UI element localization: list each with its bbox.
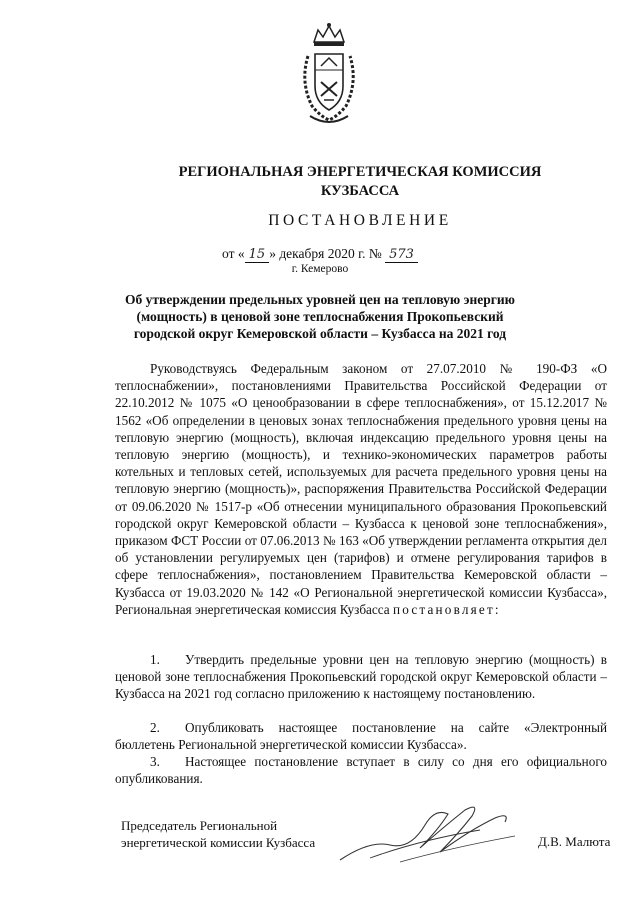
signatory-position xyxy=(121,817,315,851)
date-prefix: от « xyxy=(222,246,245,261)
list-item xyxy=(115,719,607,753)
document-title: Об утверждении предельных уровней цен на тепловую энергию (мощность) в ценовой зоне теплоснабжения Прокопьевский городской округ Кемеровской области – Кузбасса на 2021 год xyxy=(125,292,515,341)
document-city: г. Кемерово xyxy=(291,263,349,275)
item-number: 1. xyxy=(150,652,160,667)
item-number: 2. xyxy=(150,720,160,735)
item-number: 3. xyxy=(150,754,160,769)
organization-region: КУЗБАССА xyxy=(320,183,400,199)
item-text: Утвердить предельные уровни цен на тепловую энергию (мощность) в ценовой зоне теплоснабжения Прокопьевский городской округ Кемеровской области – Кузбасса на 2021 год согласно приложению к настоящему постановлению. xyxy=(115,652,607,702)
date-middle: » декабря 2020 г. № xyxy=(269,246,382,261)
coat-of-arms-emblem xyxy=(294,20,364,130)
list-item xyxy=(115,651,607,703)
list-item xyxy=(115,753,607,787)
document-date-line xyxy=(0,246,640,263)
document-type: ПОСТАНОВЛЕНИЕ xyxy=(268,212,452,229)
item-text: Настоящее постановление вступает в силу со дня его официального опубликования. xyxy=(115,754,607,787)
handwritten-day: 15 xyxy=(245,248,270,263)
position-line-1: Председатель Региональной xyxy=(121,818,278,833)
handwritten-signature xyxy=(330,800,530,870)
item-text: Опубликовать настоящее постановление на сайте «Электронный бюллетень Региональной энергетической комиссии Кузбасса». xyxy=(115,720,607,753)
position-line-2: энергетической комиссии Кузбасса xyxy=(121,835,316,850)
preamble-paragraph xyxy=(115,360,607,618)
handwritten-number: 573 xyxy=(385,248,418,263)
organization-name: РЕГИОНАЛЬНАЯ ЭНЕРГЕТИЧЕСКАЯ КОМИССИЯ xyxy=(178,164,542,180)
signatory-name: Д.В. Малюта xyxy=(538,834,611,849)
preamble-text: Руководствуясь Федеральным законом от 27.07.2010 № 190-ФЗ «О теплоснабжении», постановлениями Правительства Российской Федерации от 22.10.2012 № 1075 «О ценообразовании в сфере теплоснабжения», от 15.12.2017 № 1562 «Об определении в ценовых зонах теплоснабжения предельного уровня цены на тепловую энергию (мощность), включая индексацию предельного уровня цены на тепловую энергию (мощность), и технико-экономических параметров работы котельных и тепловых сетей, используемых для расчета предельного уровня цены на тепловую энергию (мощность)», распоряжения Правительства Российской Федерации от 09.06.2020 № 1517-р «Об отнесении муниципального образования Прокопьевский городской округ Кемеровской области – Кузбасса к ценовой зоне теплоснабжения», приказом ФСТ России от 07.06.2013 № 163 «Об утверждении регламента открытия дел об установлении регулируемых цен (тарифов) и отмене регулирования тарифов в сфере теплоснабжения», постановлением Правительства Кемеровской области – Кузбасса от 19.03.2020 № 142 «О Региональной энергетической комиссии Кузбасса», Региональная энергетическая комиссия Кузбасса xyxy=(115,361,607,617)
resolves-word: постановляет: xyxy=(392,601,501,617)
